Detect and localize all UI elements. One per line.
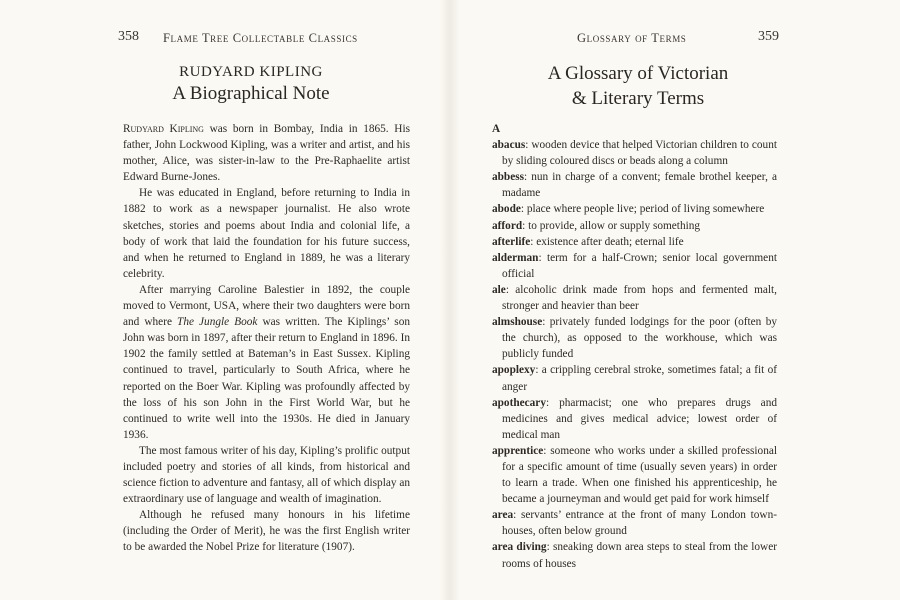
glossary-entry — [492, 201, 777, 217]
glossary-definition: : privately funded lodgings for the poor (often by the church), as opposed to the workhouse, which was publicly funded — [502, 316, 777, 361]
biography-subtitle: A Biographical Note — [172, 83, 330, 104]
left-running-head: Flame Tree Collectable Classics — [163, 31, 358, 45]
book-title-italic: The Jungle Book — [177, 316, 258, 329]
glossary-entry — [492, 234, 777, 250]
glossary-definition: : alcoholic drink made from hops and fermented malt, stronger and heavier than beer — [502, 283, 777, 313]
glossary-term: area — [492, 509, 514, 522]
glossary-definition: : existence after death; eternal life — [530, 235, 684, 248]
glossary-term: alderman — [492, 251, 539, 264]
glossary-term: almshouse — [492, 316, 543, 329]
bio-paragraph — [123, 443, 410, 507]
bio-lead-name: Rudyard Kipling — [123, 123, 204, 135]
bio-paragraph — [123, 507, 410, 555]
glossary-entry — [492, 169, 777, 201]
bio-paragraph — [123, 121, 410, 185]
bio-paragraph-text: He was educated in England, before returning to India in 1882 to work as a newspaper journalist. He also wrote sketches, stories and poems about India and colonial life, a body of work that laid the foundation for his future success, and when he returned to England in 1889, he was a literary celebrity. — [123, 187, 410, 280]
glossary-definition: : pharmacist; one who prepares drugs and medicines and gives medical advice; lowest order of medical man — [502, 396, 777, 441]
glossary-term: afterlife — [492, 235, 531, 248]
bio-paragraph-text: Although he refused many honours in his lifetime (including the Order of Merit), he was the first English writer to be awarded the Nobel Prize for literature (1907). — [123, 509, 410, 554]
glossary-entry — [492, 362, 777, 394]
bio-paragraph-text: was written. The Kiplings’ son John was born in 1897, after their return to England in 1896. In 1902 the family settled at Bateman’s in East Sussex. Kipling continued to travel, particularly to South Africa, where he reported on the Boer War. Kipling was profoundly affected by the loss of his son John in the First World War, but he continued to write well into the 1930s. He died in January 1936. — [123, 316, 410, 441]
glossary-entry — [492, 314, 777, 362]
biography-title — [110, 62, 392, 106]
glossary-definition: : someone who works under a skilled professional for a specific amount of time (usually seven years) in order to learn a trade. When one finished his apprenticeship, he became a journeyman and would get paid for work himself — [502, 444, 777, 506]
glossary-title-line: & Literary Terms — [571, 88, 705, 109]
glossary-term: abode — [492, 203, 521, 216]
right-running-head: Glossary of Terms — [577, 31, 687, 45]
glossary-entry — [492, 395, 777, 443]
glossary-entry — [492, 539, 777, 571]
glossary-entry — [492, 218, 777, 234]
glossary-entry — [492, 507, 777, 539]
glossary-section-letter: A — [492, 123, 501, 135]
glossary-list — [492, 121, 777, 572]
glossary-entry — [492, 443, 777, 507]
bio-paragraph — [123, 185, 410, 282]
glossary-term: area diving — [492, 541, 547, 554]
bio-paragraph-text: The most famous writer of his day, Kipling’s prolific output included poetry and stories of all kinds, from historical and science fiction to adventure and fantasy, all of which display an extraordinary use of language and wealth of imagination. — [123, 444, 410, 506]
glossary-term: apprentice — [492, 444, 544, 457]
glossary-term: ale — [492, 283, 506, 296]
glossary-title-line: A Glossary of Victorian — [547, 63, 729, 84]
glossary-definition: : servants’ entrance at the front of many London town-houses, often below ground — [502, 509, 777, 538]
glossary-definition: : wooden device that helped Victorian children to count by sliding coloured discs or beads along a column — [502, 139, 777, 168]
glossary-term: abbess — [492, 171, 525, 184]
glossary-definition: : to provide, allow or supply something — [522, 219, 701, 232]
glossary-definition: : term for a half-Crown; senior local government official — [502, 251, 777, 280]
glossary-definition: : place where people live; period of living somewhere — [520, 203, 765, 216]
author-name-heading: RUDYARD KIPLING — [179, 64, 323, 80]
glossary-entry — [492, 282, 777, 314]
glossary-term: afford — [492, 219, 523, 232]
biography-text — [123, 121, 410, 556]
bio-paragraph-text: After marrying Caroline Balestier in 1892, the couple moved to Vermont, USA, where their two daughters were born and where — [123, 283, 410, 329]
glossary-term: abacus — [492, 139, 526, 152]
bio-paragraph — [123, 282, 410, 443]
glossary-definition: : a crippling cerebral stroke, sometimes fatal; a fit of anger — [502, 364, 777, 393]
right-page-number: 359 — [758, 29, 779, 44]
glossary-title — [493, 61, 783, 111]
glossary-entry — [492, 137, 777, 169]
left-page-number: 358 — [118, 29, 139, 44]
glossary-entry — [492, 250, 777, 282]
glossary-definition: : nun in charge of a convent; female brothel keeper, a madame — [502, 171, 777, 200]
bio-paragraph-text: was born in Bombay, India in 1865. His father, John Lockwood Kipling, was a writer and artist, and his mother, Alice, was sister-in-law to the Pre-Raphaelite artist Edward Burne-Jones. — [123, 123, 410, 184]
glossary-term: apoplexy — [492, 364, 536, 377]
glossary-definition: : sneaking down area steps to steal from the lower rooms of houses — [502, 541, 777, 570]
glossary-term: apothecary — [492, 396, 546, 409]
right-page — [450, 0, 900, 600]
